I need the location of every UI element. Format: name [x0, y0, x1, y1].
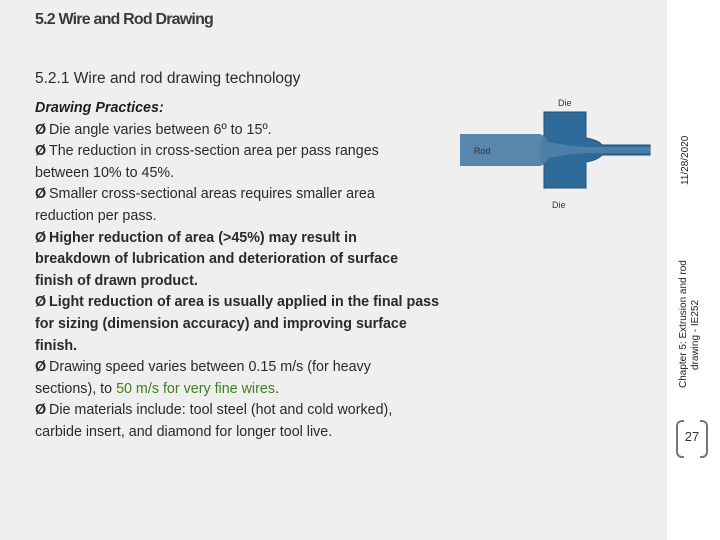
- drawing-die-diagram: [460, 90, 670, 220]
- bullet-die-angle: Ø Die angle varies between 6º to 15º.: [35, 120, 490, 142]
- section-heading: 5.2.1 Wire and rod drawing technology: [35, 70, 301, 87]
- die-top-label: Die: [558, 98, 572, 108]
- bullet-drawing-speed-cont: sections), to 50 m/s for very fine wires.: [35, 380, 279, 397]
- bullet-arrow-icon: Ø: [35, 359, 47, 376]
- page-number-badge: [676, 420, 708, 456]
- bullet-smaller-areas-cont: reduction per pass.: [35, 207, 157, 224]
- drawing-practices-heading: Drawing Practices:: [35, 100, 164, 116]
- bullet-die-materials-cont: carbide insert, and diamond for longer tool live.: [35, 423, 333, 440]
- bullet-arrow-icon: Ø: [35, 402, 47, 419]
- bullet-higher-reduction-cont2: finish of drawn product.: [35, 272, 198, 289]
- bullet-higher-reduction-cont1: breakdown of lubrication and deterioration of surface: [35, 251, 399, 268]
- bullet-smaller-areas: Ø Smaller cross-sectional areas requires smaller area: [35, 184, 490, 206]
- bullet-arrow-icon: Ø: [35, 143, 47, 160]
- rod-label: Rod: [474, 146, 491, 156]
- bullet-drawing-speed: Ø Drawing speed varies between 0.15 m/s (for heavy: [35, 357, 490, 379]
- slide-title: 5.2 Wire and Rod Drawing: [35, 11, 214, 28]
- bullet-die-materials: Ø Die materials include: tool steel (hot and cold worked),: [35, 400, 490, 422]
- chapter-footer: Chapter 5: Extrusion and rod drawing - IE252: [678, 260, 701, 388]
- bullet-arrow-icon: Ø: [35, 229, 47, 246]
- slide-date: 11/28/2020: [680, 135, 691, 185]
- bullet-arrow-icon: Ø: [35, 294, 47, 311]
- bullet-arrow-icon: Ø: [35, 186, 47, 203]
- bullet-light-reduction: Ø Light reduction of area is usually applied in the final pass: [35, 292, 490, 314]
- body-text: [35, 98, 490, 444]
- bullet-light-reduction-cont1: for sizing (dimension accuracy) and improving surface: [35, 315, 407, 332]
- bullet-reduction-cont: between 10% to 45%.: [35, 164, 175, 181]
- bullet-higher-reduction: Ø Higher reduction of area (>45%) may result in: [35, 228, 490, 250]
- bullet-light-reduction-cont2: finish.: [35, 337, 78, 354]
- fine-wire-speed-highlight: 50 m/s for very fine wires: [116, 380, 275, 397]
- bullet-arrow-icon: Ø: [35, 121, 47, 138]
- page-number: 27: [684, 429, 700, 444]
- bullet-reduction: Ø The reduction in cross-section area per pass ranges: [35, 141, 490, 163]
- die-bottom-label: Die: [552, 200, 566, 210]
